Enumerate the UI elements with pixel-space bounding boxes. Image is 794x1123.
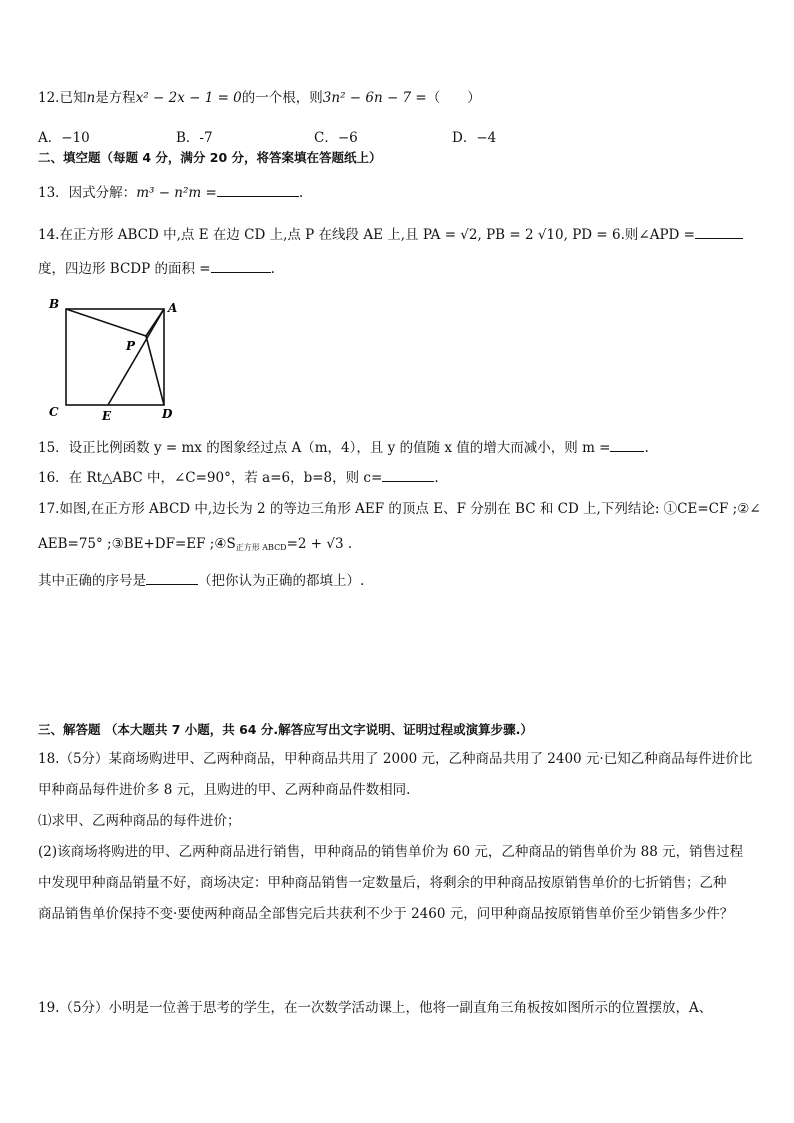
q13-answer-blank[interactable] — [217, 182, 299, 197]
q12-answer-paren: （ ） — [426, 90, 481, 106]
section-3-heading: 三、解答题 （本大题共 7 小题，共 64 分.解答应写出文字说明、证明过程或演算步骤.） — [38, 722, 533, 737]
q14-line-1: 14.在正方形 ABCD 中,点 E 在边 CD 上,点 P 在线段 AE 上,且 PA = √2, PB = 2 √10, PD = 6.则∠APD = — [38, 224, 743, 245]
q17-line-3: 其中正确的序号是 （把你认为正确的都填上）. — [38, 570, 364, 591]
q15-line: 15．设正比例函数 y = mx 的图象经过点 A（m，4），且 y 的值随 x 值的增大而减小，则 m = . — [38, 437, 649, 458]
q14-area-blank[interactable] — [211, 258, 271, 273]
label-p: P — [126, 339, 136, 353]
label-c: C — [49, 405, 59, 419]
q16-answer-blank[interactable] — [382, 467, 434, 482]
q14-angle-blank[interactable] — [695, 224, 743, 239]
q18-line-5: 中发现甲种商品销量不好，商场决定：甲种商品销售一定数量后，将剩余的甲种商品按原销售单价的七折销售；乙种 — [38, 875, 727, 891]
label-e: E — [102, 409, 112, 423]
q17-line-1: 17.如图,在正方形 ABCD 中,边长为 2 的等边三角形 AEF 的顶点 E、F 分别在 BC 和 CD 上,下列结论: ①CE=CF ;②∠ — [38, 501, 761, 517]
label-b: B — [49, 297, 60, 311]
q12-option-b: B．-7 — [176, 130, 213, 146]
section-2-heading: 二、填空题（每题 4 分，满分 20 分，将答案填在答题纸上） — [38, 150, 382, 165]
q18-line-4: (2)该商场将购进的甲、乙两种商品进行销售，甲种商品的销售单价为 60 元，乙种商品的销售单价为 88 元，销售过程 — [38, 844, 744, 860]
q18-line-2: 甲种商品每件进价多 8 元，且购进的甲、乙两种商品件数相同. — [38, 782, 411, 798]
q18-line-6: 商品销售单价保持不变·要使两种商品全部售完后共获利不少于 2460 元，问甲种商品按原销售单价至少销售多少件？ — [38, 906, 734, 922]
q12-option-d: D．−4 — [452, 130, 497, 146]
square-figure — [40, 294, 190, 424]
q12-equation: x² − 2x − 1 = 0 — [135, 90, 242, 106]
q12-option-a: A．−10 — [38, 130, 90, 146]
q16-line: 16．在 Rt△ABC 中，∠C=90°，若 a=6，b=8，则 c= . — [38, 467, 439, 488]
q12-option-c: C．−6 — [314, 130, 358, 146]
label-a: A — [168, 301, 178, 315]
q13-line: 13．因式分解：m³ − n²m = . — [38, 182, 303, 203]
q14-line-2: 度，四边形 BCDP 的面积 = . — [38, 258, 275, 279]
q17-answer-blank[interactable] — [146, 570, 198, 585]
q19-line-1: 19.（5分）小明是一位善于思考的学生，在一次数学活动课上，他将一副直角三角板按如图所示的位置摆放，A、 — [38, 1000, 713, 1016]
q12-expression: 3n² − 6n − 7 = — [322, 90, 427, 106]
label-d: D — [162, 407, 173, 421]
q15-answer-blank[interactable] — [610, 437, 644, 452]
q12-line: 12.已知n是方程x² − 2x − 1 = 0的一个根，则3n² − 6n − 7 =（ ） — [38, 90, 481, 106]
q17-line-2: AEB=75° ;③BE+DF=EF ;④S正方形 ABCD=2 + √3 . — [38, 536, 353, 552]
q12-number: 12. — [38, 90, 60, 106]
q18-line-3: ⑴求甲、乙两种商品的每件进价； — [38, 813, 241, 829]
q18-line-1: 18.（5分）某商场购进甲、乙两种商品，甲种商品共用了 2000 元，乙种商品共用了 2400 元·已知乙种商品每件进价比 — [38, 751, 753, 767]
